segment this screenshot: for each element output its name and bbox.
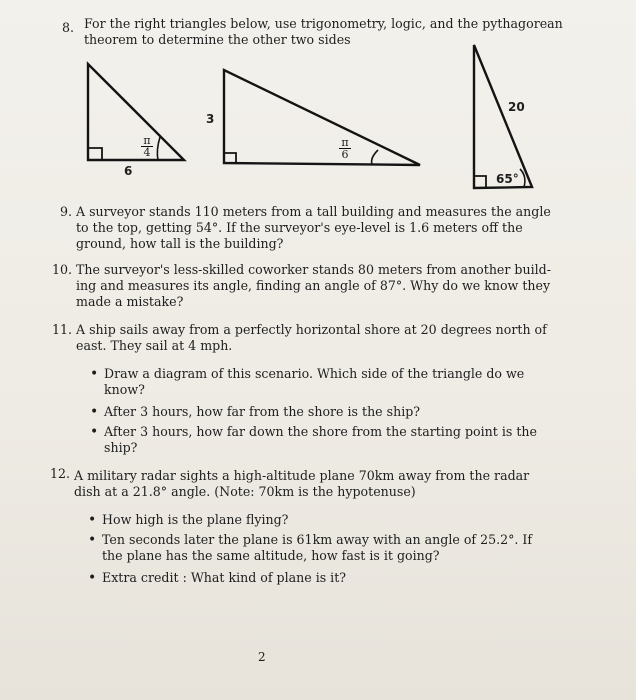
triangle-2-side-label: 3	[206, 112, 215, 126]
problem-9-line-1: A surveyor stands 110 meters from a tall building and measures the angle	[76, 204, 551, 219]
problem-11-line-1: A ship sails away from a perfectly horizontal shore at 20 degrees north of	[76, 322, 547, 337]
problem-12-line-2: dish at a 21.8° angle. (Note: 70km is the hypotenuse)	[74, 484, 416, 499]
bullet-line: ship?	[104, 440, 138, 455]
bullet-dot-icon: •	[88, 570, 97, 586]
triangle-3	[474, 45, 532, 188]
problem-11-bullet-1	[90, 366, 525, 398]
bullet-line: know?	[104, 382, 145, 397]
problem-12-bullet-3	[88, 570, 347, 586]
problem-12-number: 12.	[50, 466, 71, 481]
problem-10-number: 10.	[52, 262, 73, 277]
problem-11-bullet-2	[90, 404, 421, 420]
bullet-line: the plane has the same altitude, how fast is it going?	[102, 548, 440, 563]
angle-arc-1	[157, 137, 160, 160]
triangle-2-angle-label	[338, 137, 352, 160]
bullet-dot-icon: •	[90, 404, 99, 420]
bullet-line: After 3 hours, how far down the shore from the starting point is the	[104, 424, 537, 439]
bullet-dot-icon: •	[88, 532, 97, 548]
problem-10-line-2: ing and measures its angle, finding an angle of 87°. Why do we know they	[76, 278, 551, 293]
problem-12-line-1: A military radar sights a high-altitude plane 70km away from the radar	[74, 468, 530, 483]
triangle-1	[88, 64, 184, 160]
triangle-3-side-label: 20	[508, 100, 525, 114]
problem-11-number: 11.	[52, 322, 73, 337]
problem-12-bullet-1	[88, 512, 289, 528]
triangle-3-angle-label: 65°	[496, 172, 519, 186]
angle-denominator: 6	[341, 148, 349, 161]
triangle-1-side-label: 6	[124, 164, 133, 178]
angle-numerator: π	[341, 136, 349, 149]
problem-10-line-1: The surveyor's less-skilled coworker stands 80 meters from another build-	[76, 262, 551, 277]
bullet-line: After 3 hours, how far from the shore is the ship?	[104, 404, 421, 419]
problem-11-line-2: east. They sail at 4 mph.	[76, 338, 233, 353]
problem-8-line-1: For the right triangles below, use trigonometry, logic, and the pythagorean	[84, 16, 563, 31]
angle-denominator: 4	[143, 146, 151, 159]
problem-9-line-3: ground, how tall is the building?	[76, 236, 284, 251]
angle-arc-3	[520, 169, 525, 187]
problem-11-bullet-3	[90, 424, 537, 456]
bullet-dot-icon: •	[88, 512, 97, 528]
page-number: 2	[258, 650, 266, 664]
problem-9-line-2: to the top, getting 54°. If the surveyor's eye-level is 1.6 meters off the	[76, 220, 523, 235]
angle-numerator: π	[143, 134, 151, 147]
bullet-line: Extra credit : What kind of plane is it?	[102, 570, 347, 585]
right-angle-marker-1	[88, 148, 102, 160]
bullet-dot-icon: •	[90, 366, 99, 382]
problem-12-bullet-2	[88, 532, 533, 564]
bullet-line: How high is the plane flying?	[102, 512, 289, 527]
problem-10-line-3: made a mistake?	[76, 294, 184, 309]
problem-8-number: 8.	[62, 20, 75, 35]
triangle-1-angle-label	[140, 135, 154, 158]
bullet-dot-icon: •	[90, 424, 99, 440]
right-angle-marker-2	[224, 153, 236, 163]
right-angle-marker-3	[474, 176, 486, 188]
problem-9-number: 9.	[60, 204, 73, 219]
triangle-2	[224, 70, 420, 165]
problem-8-line-2: theorem to determine the other two sides	[84, 32, 351, 47]
bullet-line: Draw a diagram of this scenario. Which side of the triangle do we	[104, 366, 525, 381]
bullet-line: Ten seconds later the plane is 61km away with an angle of 25.2°. If	[102, 532, 533, 547]
angle-arc-2	[372, 150, 378, 164]
